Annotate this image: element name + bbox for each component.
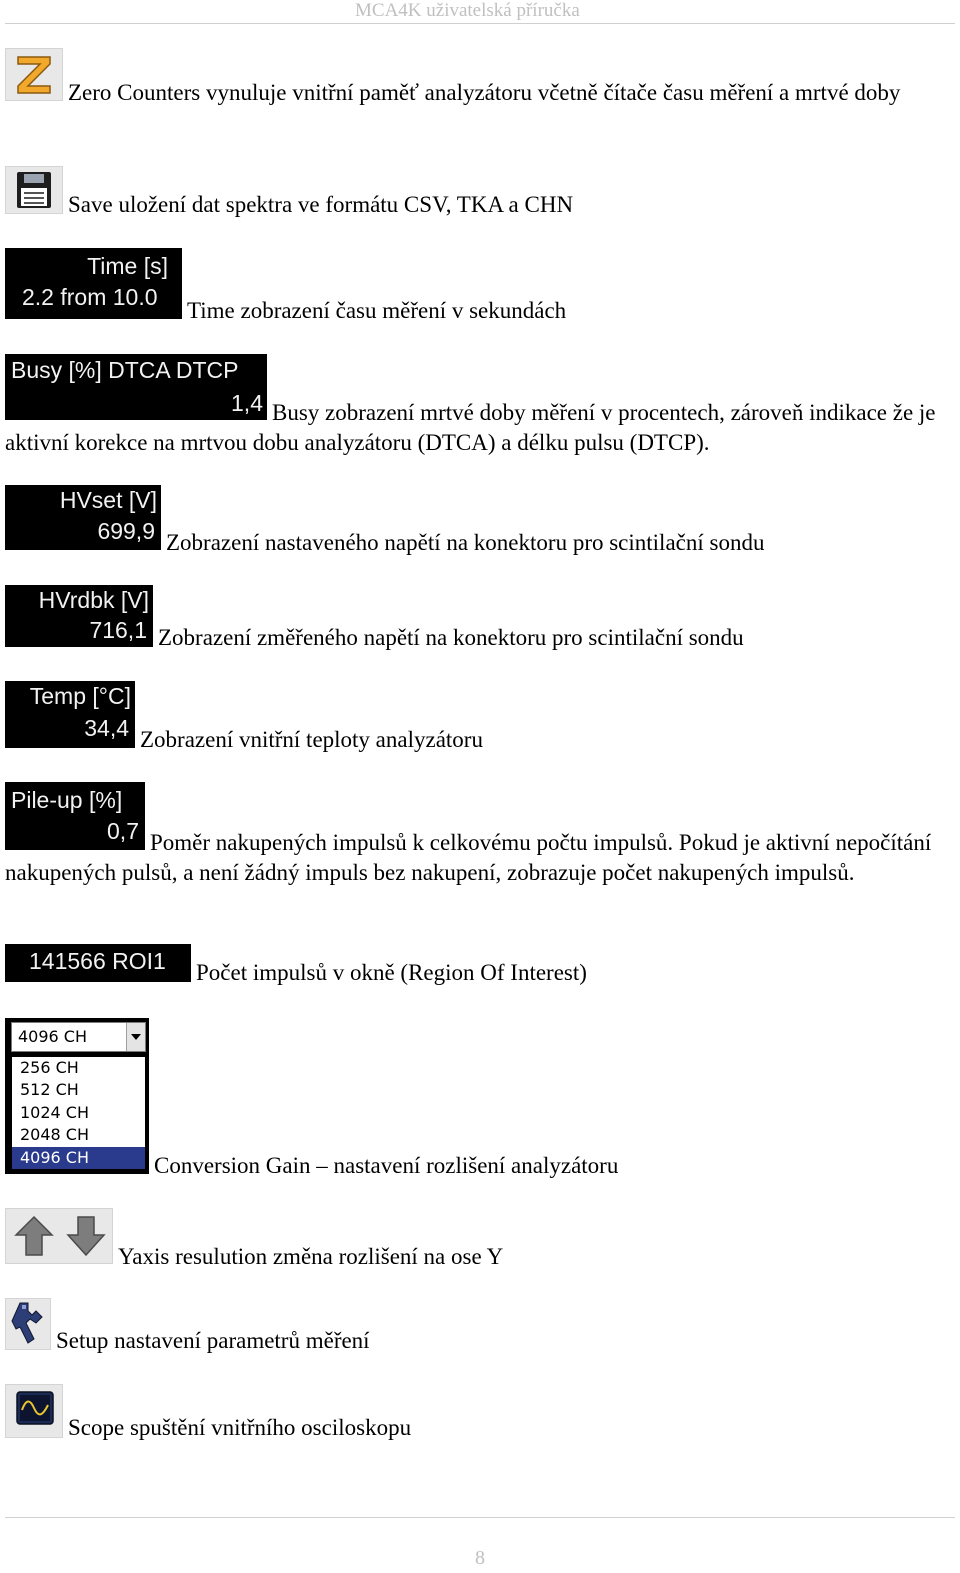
time-display (5, 248, 182, 319)
entry-text-time: Time zobrazení času měření v sekundách (187, 298, 567, 323)
entry-text-conversion-gain: Conversion Gain – nastavení rozlišení analyzátoru (154, 1153, 619, 1178)
temp-display-label: Temp [°C] (29, 683, 131, 709)
time-display-label: Time [s] (87, 253, 168, 279)
wrench-icon (6, 1299, 50, 1349)
entry-scope (5, 1384, 957, 1443)
busy-display-value: 1,4 (231, 390, 263, 416)
entry-text-busy: Busy zobrazení mrtvé doby měření v procentech, zároveň indikace že je aktivní korekce na mrtvou dobu analyzátoru (DTCA) a délku pulsu (DTCP). (5, 400, 936, 455)
conversion-gain-select[interactable] (11, 1022, 146, 1052)
roi-display-value: 141566 ROI1 (29, 948, 166, 974)
entry-text-zero-counters: Zero Counters vynuluje vnitřní paměť analyzátoru včetně čítače času měření a mrtvé doby (68, 80, 901, 105)
entry-yaxis (5, 1208, 957, 1272)
entry-text-hvrdbk: Zobrazení změřeného napětí na konektoru pro scintilační sondu (158, 625, 744, 650)
hvset-display (5, 485, 161, 550)
save-floppy-icon (6, 167, 62, 213)
scope-button[interactable] (5, 1384, 63, 1438)
hvrdbk-display (5, 585, 153, 647)
arrow-down-icon[interactable] (68, 1217, 104, 1255)
zero-counters-button[interactable] (5, 48, 63, 101)
entry-text-pileup: Poměr nakupených impulsů k celkovému počtu impulsů. Pokud je aktivní nepočítání nakupených pulsů, a není žádný impuls bez nakupení, zobrazuje počet nakupených impulsů. (5, 830, 932, 885)
entry-text-setup: Setup nastavení parametrů měření (56, 1328, 370, 1353)
entry-text-roi: Počet impulsů v okně (Region Of Interest) (196, 960, 587, 985)
entry-conversion-gain (5, 1018, 957, 1181)
entry-hvrdbk (5, 585, 957, 653)
time-display-value: 2.2 from 10.0 (22, 284, 158, 310)
conversion-gain-selected: 4096 CH (18, 1027, 88, 1046)
entry-zero-counters (5, 48, 957, 108)
pileup-display-label: Pile-up [%] (11, 787, 123, 813)
hvrdbk-display-value: 716,1 (89, 617, 147, 643)
entry-roi (5, 944, 957, 988)
entry-text-hvset: Zobrazení nastaveného napětí na konektoru pro scintilační sondu (166, 530, 765, 555)
entry-text-scope: Scope spuštění vnitřního osciloskopu (68, 1415, 412, 1440)
roi-display (5, 944, 191, 982)
running-header: MCA4K uživatelská příručka (355, 0, 580, 21)
arrow-up-icon[interactable] (16, 1217, 52, 1255)
option-2048-ch[interactable]: 2048 CH (20, 1125, 90, 1145)
oscilloscope-icon (6, 1385, 62, 1437)
temp-display-value: 34,4 (84, 715, 129, 741)
entry-text-yaxis: Yaxis resulution změna rozlišení na ose Y (118, 1244, 504, 1269)
entry-setup (5, 1298, 957, 1356)
yaxis-resolution-buttons (5, 1208, 113, 1264)
page-number: 8 (475, 1547, 485, 1569)
chevron-down-icon (127, 1023, 145, 1051)
option-4096-ch[interactable]: 4096 CH (12, 1147, 145, 1169)
entry-text-save: Save uložení dat spektra ve formátu CSV, TKA a CHN (68, 192, 574, 217)
entry-busy (5, 354, 957, 458)
conversion-gain-dropdown (5, 1018, 149, 1174)
hvset-display-label: HVset [V] (59, 487, 157, 513)
entry-text-temp: Zobrazení vnitřní teploty analyzátoru (140, 727, 483, 752)
busy-display (5, 354, 267, 420)
footer-divider (5, 1517, 955, 1518)
hvrdbk-display-label: HVrdbk [V] (38, 587, 149, 613)
option-256-ch[interactable]: 256 CH (20, 1058, 79, 1077)
dropdown-arrow-button[interactable] (126, 1023, 145, 1051)
option-512-ch[interactable]: 512 CH (20, 1080, 79, 1100)
entry-time (5, 248, 957, 326)
pileup-display (5, 782, 145, 850)
entry-hvset (5, 485, 957, 558)
save-button[interactable] (5, 166, 63, 214)
entry-save (5, 166, 957, 220)
busy-display-label: Busy [%] DTCA DTCP (11, 357, 239, 383)
entry-temp (5, 681, 957, 755)
pileup-display-value: 0,7 (107, 818, 139, 844)
entry-pileup (5, 782, 957, 888)
zero-counters-icon (6, 49, 62, 100)
hvset-display-value: 699,9 (97, 518, 155, 544)
conversion-gain-options (11, 1056, 146, 1170)
arrow-up-down-icons (6, 1209, 112, 1263)
header-divider (5, 23, 955, 24)
setup-button[interactable] (5, 1298, 51, 1350)
temp-display (5, 681, 135, 748)
option-1024-ch[interactable]: 1024 CH (20, 1102, 90, 1122)
